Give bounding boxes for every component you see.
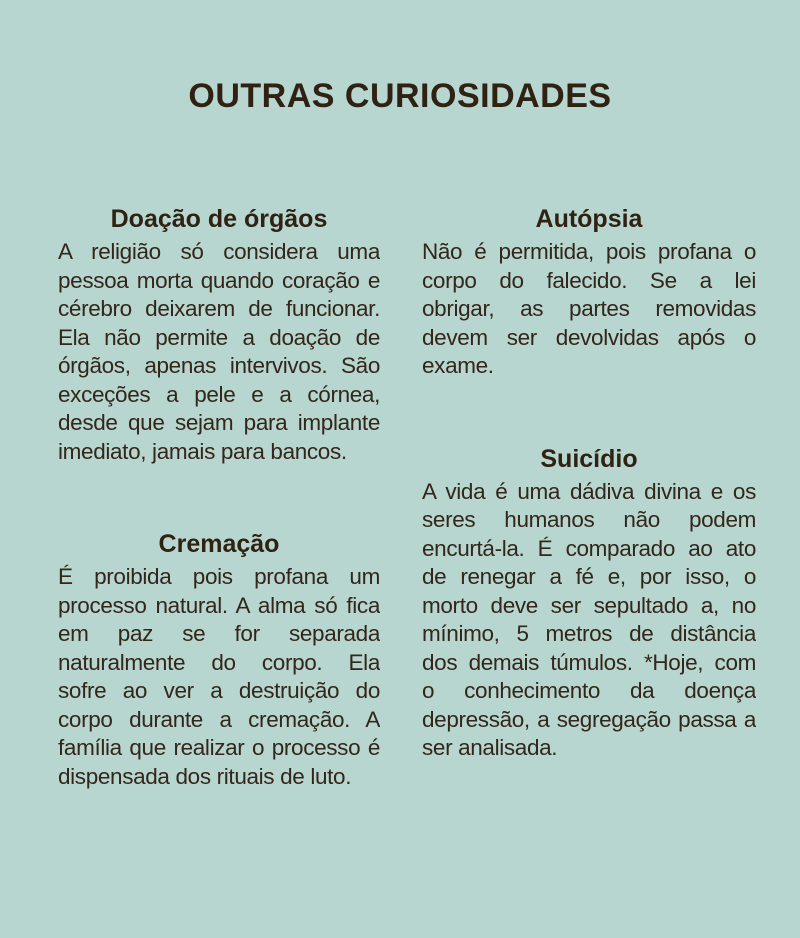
- body-line: imediato, jamais para bancos.: [58, 438, 347, 464]
- section-heading: Autópsia: [535, 205, 643, 233]
- body-line: A vida é uma dádiva divina e os: [422, 478, 756, 504]
- column-right: [422, 204, 756, 791]
- column-left: [58, 204, 380, 791]
- body-line: em paz se for separada: [58, 621, 380, 646]
- section: [58, 529, 380, 791]
- body-line: naturalmente do corpo. Ela: [58, 649, 380, 675]
- body-line: processo natural. A alma só fica: [58, 592, 380, 618]
- body-line: A religião só considera uma: [58, 239, 380, 264]
- body-line: pessoa morta quando coração e: [58, 267, 380, 293]
- body-line: Não é permitida, pois profana o: [422, 239, 756, 264]
- body-line: encurtá-la. É comparado ao ato: [422, 535, 756, 561]
- section-heading: Doação de órgãos: [110, 205, 328, 233]
- body-line: morto deve ser sepultado a, no: [422, 592, 756, 618]
- body-line: corpo do falecido. Se a lei: [422, 267, 756, 293]
- body-line: devem ser devolvidas após o: [422, 324, 756, 350]
- body-line: o conhecimento da doença: [422, 678, 756, 703]
- body-line: desde que sejam para implante: [58, 410, 380, 435]
- body-line: família que realizar o processo é: [58, 735, 380, 760]
- body-line: dispensada dos rituais de luto.: [58, 763, 352, 789]
- body-line: É proibida pois profana um: [58, 564, 380, 589]
- body-line: órgãos, apenas intervivos. São: [58, 353, 380, 378]
- body-line: seres humanos não podem: [422, 507, 756, 532]
- body-line: cérebro deixarem de funcionar.: [58, 296, 380, 321]
- page-title: OUTRAS CURIOSIDADES: [188, 77, 612, 115]
- body-line: corpo durante a cremação. A: [58, 706, 380, 732]
- body-line: sofre ao ver a destruição do: [58, 678, 380, 703]
- section-heading: Cremação: [158, 530, 280, 558]
- body-line: depressão, a segregação passa a: [422, 706, 756, 732]
- section: [58, 204, 380, 466]
- body-line: mínimo, 5 metros de distância: [422, 621, 756, 646]
- body-line: ser analisada.: [422, 735, 558, 760]
- body-line: exceções a pele e a córnea,: [58, 381, 380, 407]
- body-line: exame.: [422, 353, 494, 378]
- section: [422, 444, 756, 763]
- two-column-content: [0, 204, 800, 791]
- body-line: dos demais túmulos. *Hoje, com: [422, 649, 756, 675]
- section: [422, 204, 756, 381]
- body-line: Ela não permite a doação de: [58, 324, 380, 350]
- body-line: de renegar a fé e, por isso, o: [422, 564, 756, 589]
- page: [0, 76, 800, 938]
- body-line: obrigar, as partes removidas: [422, 296, 756, 321]
- section-heading: Suicídio: [540, 444, 638, 473]
